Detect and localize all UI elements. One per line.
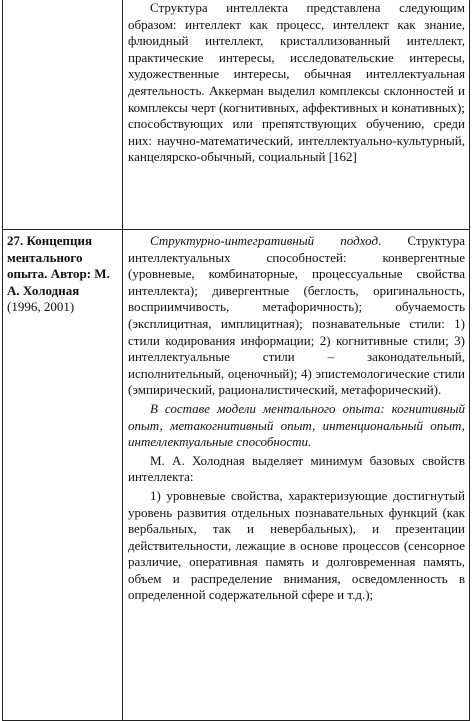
table-row — [3, 0, 470, 230]
row2-right-cell — [123, 230, 470, 721]
approach-description: . Структура интеллектуальных способностей: конвергентные (уровневые, комбинаторные, процессуальные свойства интеллекта); дивергентные (беглость, оригинальность, восприимчивость, метафоричность); обучаемость (эксплицитная, имплицитная); познавательные стили: 1) стили кодирования информации; 2) когнитивные стили; 3) интеллектуальные стили – законодательный, исполнительный, оценочный); 4) эпистемологические стили (эмпирический, рационалистический, метафорический). — [128, 233, 465, 398]
mental-experience-model-paragraph: В составе модели ментального опыта: когнитивный опыт, метакогнитивный опыт, интенциональный опыт, интеллектуальные способности. — [128, 400, 465, 450]
concept-title: 27. Концепция ментального опыта. Автор: М. А. Холодная — [7, 233, 110, 298]
row1-left-cell — [3, 0, 123, 230]
structural-approach-paragraph — [128, 233, 465, 399]
approach-name: Структурно-интегративный подход — [150, 233, 379, 248]
row2-left-cell — [3, 230, 123, 721]
level-properties-paragraph: 1) уровневые свойства, характеризующие достигнутый уровень развития отдельных познавательных функций (как вербальных, так и невербальных), и презентации действительности, лежащие в основе процессов (сенсорное различие, оперативная память и долговременная память, объем и распределение внимания, осведомленность в определенной содержательной сфере и т.д.); — [128, 487, 465, 603]
intellect-structure-paragraph: Структура интеллекта представлена следующим образом: интеллект как процесс, интеллект как знание, флюидный интеллект, кристаллизованный интеллект, практические интересы, исследовательские интересы, художественные интересы, обычная интеллектуальная деятельность. Аккерман выделил комплексы склонностей и комплексы черт (когнитивных, аффективных и конативных); способствующих или препятствующих обучению, среди них: научно-математический, интеллектуально-культурный, канцелярско-обычный, социальный [162] — [128, 0, 465, 165]
concept-years: (1996, 2001) — [7, 299, 75, 315]
base-properties-intro-paragraph: М. А. Холодная выделяет минимум базовых свойств интеллекта: — [128, 452, 465, 485]
table-row — [3, 230, 470, 721]
concept-table — [2, 0, 470, 721]
row1-right-cell — [123, 0, 470, 230]
